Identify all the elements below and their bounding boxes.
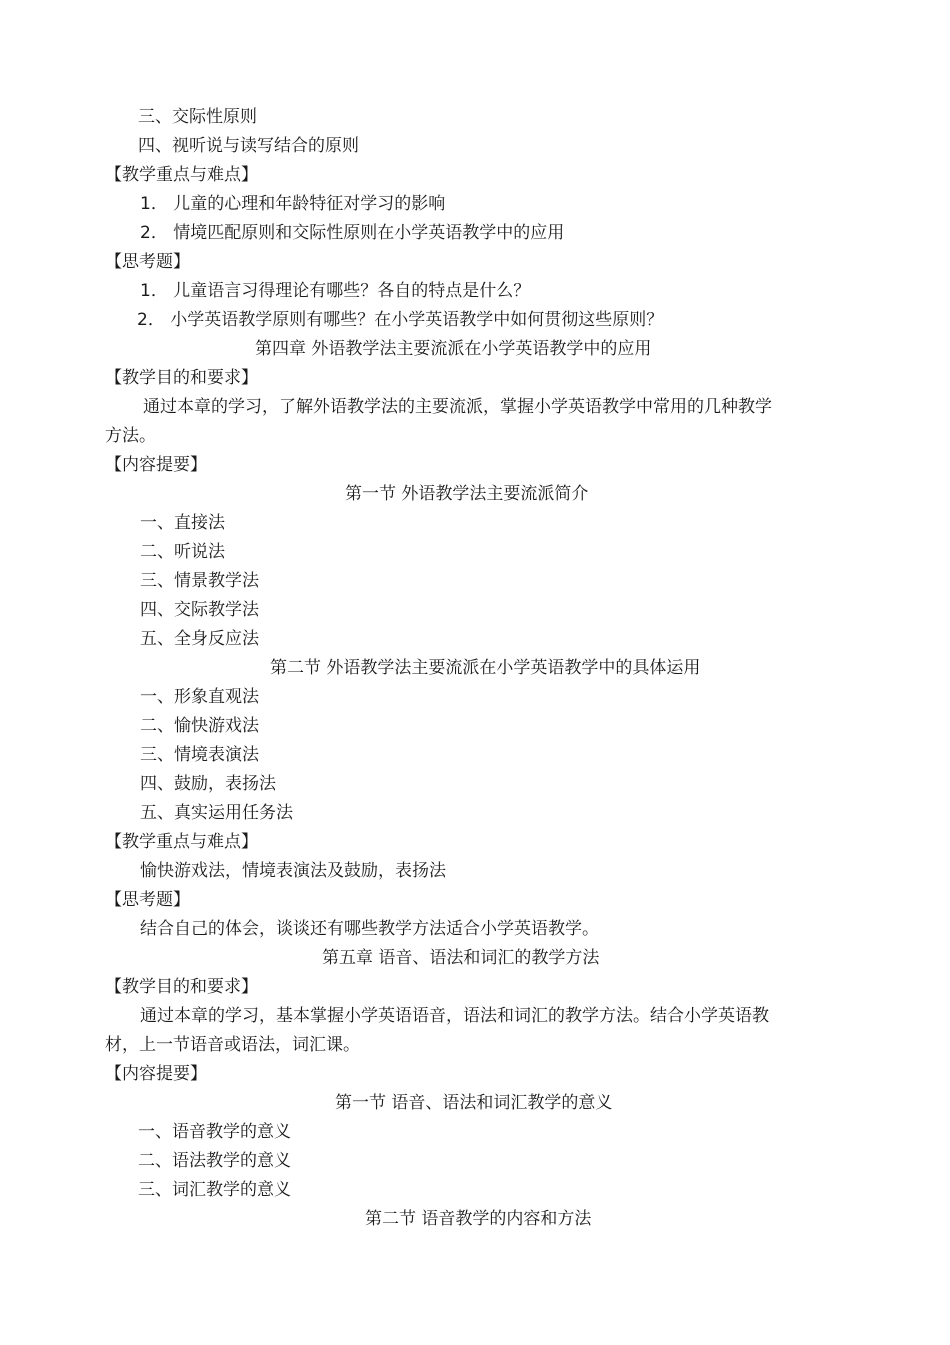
section-heading: 【内容提要】 xyxy=(105,1064,207,1084)
paragraph-line: 方法。 xyxy=(105,426,156,446)
section-heading: 【教学目的和要求】 xyxy=(105,977,258,997)
subsection-title: 第一节 语音、语法和词汇教学的意义 xyxy=(335,1093,613,1113)
chapter-title: 第四章 外语教学法主要流派在小学英语教学中的应用 xyxy=(255,339,652,359)
chapter-title: 第五章 语音、语法和词汇的教学方法 xyxy=(322,948,600,968)
list-item: 四、鼓励，表扬法 xyxy=(140,774,276,794)
section-heading: 【教学重点与难点】 xyxy=(105,165,258,185)
list-item: 五、全身反应法 xyxy=(140,629,259,649)
list-item: 二、愉快游戏法 xyxy=(140,716,259,736)
list-item: 1． 儿童的心理和年龄特征对学习的影响 xyxy=(140,194,446,214)
paragraph-line: 结合自己的体会，谈谈还有哪些教学方法适合小学英语教学。 xyxy=(140,919,599,939)
section-heading: 【思考题】 xyxy=(105,252,190,272)
list-item: 二、语法教学的意义 xyxy=(138,1151,291,1171)
paragraph-line: 通过本章的学习，基本掌握小学英语语音，语法和词汇的教学方法。结合小学英语教 xyxy=(140,1006,769,1026)
section-heading: 【教学重点与难点】 xyxy=(105,832,258,852)
list-item: 四、交际教学法 xyxy=(140,600,259,620)
paragraph-line: 通过本章的学习，了解外语教学法的主要流派，掌握小学英语教学中常用的几种教学 xyxy=(143,397,772,417)
list-item: 五、真实运用任务法 xyxy=(140,803,293,823)
list-item: 1． 儿童语言习得理论有哪些？各自的特点是什么？ xyxy=(140,281,531,301)
list-item: 二、听说法 xyxy=(140,542,225,562)
list-item: 2． 小学英语教学原则有哪些？在小学英语教学中如何贯彻这些原则？ xyxy=(137,310,664,330)
list-item: 一、直接法 xyxy=(140,513,225,533)
list-item: 四、视听说与读写结合的原则 xyxy=(138,136,359,156)
list-item: 三、情景教学法 xyxy=(140,571,259,591)
subsection-title: 第二节 外语教学法主要流派在小学英语教学中的具体运用 xyxy=(270,658,701,678)
list-item: 三、交际性原则 xyxy=(138,107,257,127)
list-item: 一、形象直观法 xyxy=(140,687,259,707)
section-heading: 【内容提要】 xyxy=(105,455,207,475)
section-heading: 【思考题】 xyxy=(105,890,190,910)
section-heading: 【教学目的和要求】 xyxy=(105,368,258,388)
list-item: 三、词汇教学的意义 xyxy=(138,1180,291,1200)
list-item: 2． 情境匹配原则和交际性原则在小学英语教学中的应用 xyxy=(140,223,565,243)
list-item: 一、语音教学的意义 xyxy=(138,1122,291,1142)
paragraph-line: 愉快游戏法，情境表演法及鼓励，表扬法 xyxy=(140,861,446,881)
list-item: 三、情境表演法 xyxy=(140,745,259,765)
subsection-title: 第二节 语音教学的内容和方法 xyxy=(365,1209,592,1229)
subsection-title: 第一节 外语教学法主要流派简介 xyxy=(345,484,589,504)
paragraph-line: 材，上一节语音或语法，词汇课。 xyxy=(105,1035,360,1055)
